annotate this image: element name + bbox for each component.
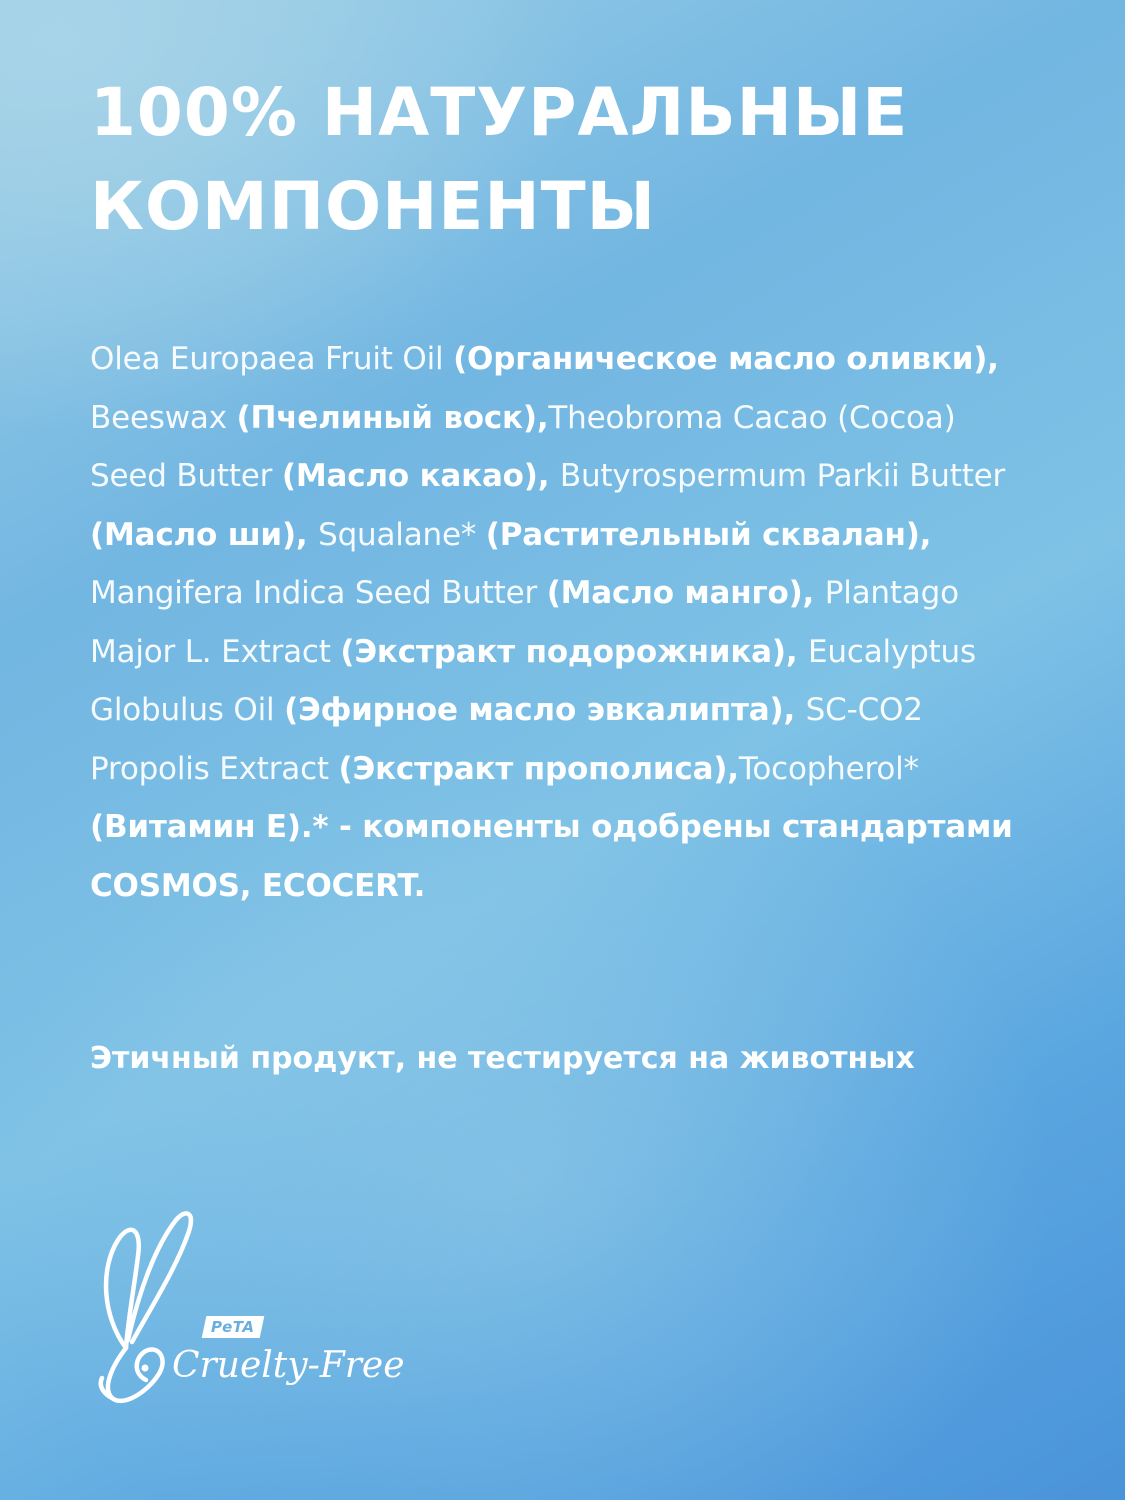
peta-badge	[202, 1316, 265, 1338]
peta-brand-text: PeTA	[211, 1318, 255, 1336]
ingredient-ru: (Пчелиный воск),	[236, 399, 549, 436]
ingredient-latin: Squalane*	[318, 516, 486, 553]
ingredient-ru: (Витамин E).* - компоненты одобрены стандартами COSMOS, ECOCERT.	[90, 809, 1013, 904]
ingredient-ru: (Эфирное масло эвкалипта),	[284, 692, 806, 728]
ingredient-latin: SC-CO2 Propolis Extract	[90, 692, 923, 787]
ingredient-ru: (Экстракт подорожника),	[340, 633, 809, 670]
ingredient-latin: Plantago Major L. Extract	[90, 575, 959, 670]
ingredient-ru: (Экстракт прополиса),	[338, 750, 739, 787]
ingredient-latin: Mangifera Indica Seed Butter	[90, 575, 547, 611]
title-line-1: 100% НАТУРАЛЬНЫЕ	[90, 74, 909, 151]
ingredients-list	[90, 330, 1035, 915]
ingredient-latin: Olea Europaea Fruit Oil	[90, 341, 454, 377]
ingredient-ru: (Органическое масло оливки),	[453, 341, 999, 377]
ingredient-ru: (Масло какао),	[281, 458, 560, 494]
ingredient-latin: Eucalyptus Globulus Oil	[90, 633, 976, 728]
ingredient-ru: (Масло ши),	[90, 516, 319, 553]
ingredient-latin: Tocopherol*	[738, 750, 919, 787]
ingredient-latin: Butyrospermum Parkii Butter	[559, 458, 1006, 494]
ingredient-latin: Theobroma Cacao (Cocoa) Seed Butter	[90, 399, 956, 494]
peta-cruelty-free-logo	[84, 1198, 404, 1408]
ingredient-ru: (Масло манго),	[546, 575, 825, 611]
cruelty-free-label: Cruelty-Free	[172, 1345, 405, 1386]
ethical-note: Этичный продукт, не тестируется на животных	[90, 1041, 915, 1076]
ingredient-ru: (Растительный сквалан),	[485, 516, 932, 553]
ingredient-latin: Beeswax	[90, 399, 237, 436]
title-line-2: КОМПОНЕНТЫ	[90, 168, 657, 245]
page-title	[90, 66, 1050, 254]
